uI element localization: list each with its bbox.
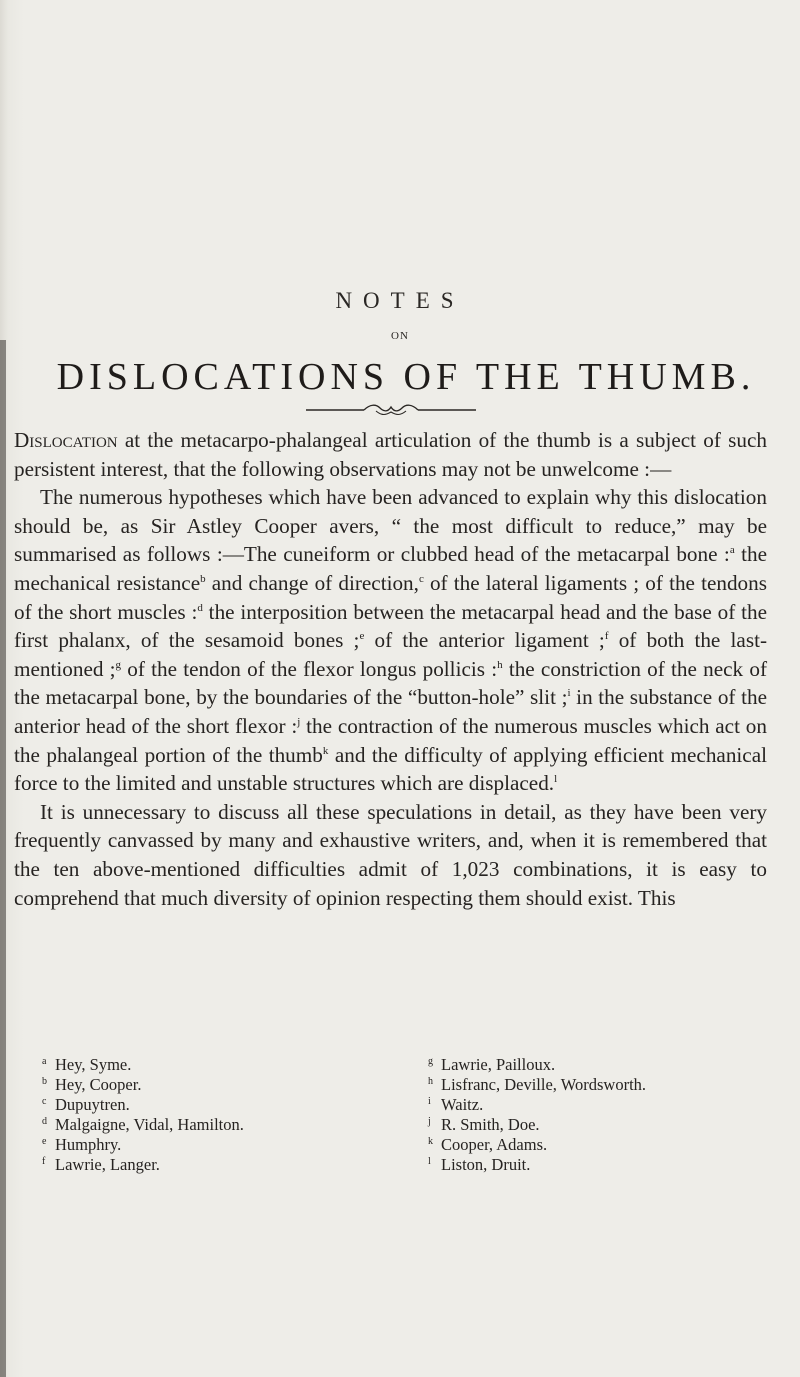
- footnote-text: Lawrie, Langer.: [55, 1155, 160, 1174]
- footnote-text: Lisfranc, Deville, Wordsworth.: [441, 1075, 647, 1094]
- footnote-text: Humphry.: [55, 1135, 122, 1154]
- footnote: a Hey, Syme.: [42, 1055, 132, 1074]
- footnote-text: Liston, Druit.: [441, 1155, 531, 1174]
- paragraph-1: [14, 426, 767, 483]
- footnote-ref: b: [200, 572, 206, 585]
- footnote: f Lawrie, Langer.: [42, 1155, 160, 1174]
- text-run: and the difficulty of applying efficient mechanical force to the limited and unstable structures which are displaced.: [14, 742, 767, 796]
- footnote-ref: f: [604, 630, 609, 643]
- heading-notes: NOTES: [335, 288, 465, 313]
- ornament-rule: [306, 402, 476, 418]
- text-run: of the anterior ligament ;: [364, 628, 605, 653]
- text-run: of the lateral ligaments ; of the tendons of the short muscles :: [14, 570, 767, 624]
- footnote-text: Hey, Cooper.: [55, 1075, 142, 1094]
- text-run: the contraction of the numerous muscles which act on the phalangeal portion of the thumb: [14, 713, 767, 767]
- footnote-ref: e: [359, 630, 365, 643]
- footnote-ref: a: [729, 544, 735, 557]
- paragraph-3: It is unnecessary to discuss all these speculations in detail, as they have been very frequently canvassed by many and exhaustive writers, and, when it is remembered that the ten above-mentioned difficulties admit of 1,023 combinations, it is easy to comprehend that much diversity of opinion respecting them should exist. This: [14, 799, 767, 910]
- footnote: g Lawrie, Pailloux.: [428, 1055, 556, 1074]
- footnote: l Liston, Druit.: [428, 1155, 531, 1174]
- footnote-text: Lawrie, Pailloux.: [441, 1055, 556, 1074]
- page-title: DISLOCATIONS OF THE THUMB.: [56, 356, 756, 398]
- footnote-text: Cooper, Adams.: [441, 1135, 548, 1154]
- text-run: in the substance of the anterior head of the short flexor :: [14, 685, 767, 738]
- page-gutter-shadow: [0, 340, 6, 1377]
- footnote: h Lisfranc, Deville, Wordsworth.: [428, 1075, 647, 1094]
- text-run: The numerous hypotheses which have been advanced to explain why this dislocation should be, as Sir Astley Cooper avers, “ the most difficult to reduce,” may be summarised as follows :—The cuneiform or clubbed head of the metacarpal bone :: [14, 485, 767, 567]
- footnote-ref: c: [418, 572, 424, 585]
- text-run: the interposition between the metacarpal head and the base of the first phalanx, of the sesamoid bones ;: [14, 599, 767, 653]
- footnote: b Hey, Cooper.: [42, 1075, 142, 1094]
- footnote-ref: l: [554, 773, 558, 786]
- footnote-ref: d: [197, 601, 203, 614]
- footnote: j R. Smith, Doe.: [428, 1115, 540, 1134]
- footnote-text: Malgaigne, Vidal, Hamilton.: [55, 1115, 244, 1134]
- footnote-text: Waitz.: [441, 1095, 484, 1114]
- footnotes-right: [428, 1055, 788, 1175]
- footnote-text: R. Smith, Doe.: [441, 1115, 540, 1134]
- footnote: d Malgaigne, Vidal, Hamilton.: [42, 1115, 244, 1134]
- footnote-text: Hey, Syme.: [55, 1055, 132, 1074]
- text-run: of the tendon of the flexor longus pollicis :: [121, 656, 498, 681]
- footnote-text: Dupuytren.: [55, 1095, 130, 1114]
- footnotes-left: [42, 1055, 392, 1175]
- heading-on: ON: [391, 330, 409, 342]
- paragraph-2: [14, 483, 767, 798]
- footnote-ref: h: [497, 658, 503, 671]
- footnote-ref: k: [322, 744, 329, 757]
- text-run: and change of direction,: [205, 570, 419, 595]
- footnote: c Dupuytren.: [42, 1095, 130, 1114]
- paragraph-1-text: at the metacarpo-phalangeal articulation of the thumb is a subject of such persistent interest, that the following observations may not be unwelcome :—: [14, 428, 767, 481]
- footnote-ref: i: [567, 687, 571, 700]
- text-run: the mechanical resistance: [14, 542, 767, 595]
- footnote: e Humphry.: [42, 1135, 122, 1154]
- footnote: k Cooper, Adams.: [428, 1135, 548, 1154]
- text-run: of both the last-mentioned ;: [14, 628, 768, 681]
- footnote-ref: j: [297, 715, 301, 728]
- lead-word: Dislocation: [14, 428, 118, 452]
- footnote-ref: g: [115, 658, 122, 671]
- body-text: [14, 426, 767, 912]
- text-run: the constriction of the neck of the metacarpal bone, by the boundaries of the “button-hole” slit ;: [14, 656, 768, 710]
- footnote: i Waitz.: [428, 1095, 484, 1114]
